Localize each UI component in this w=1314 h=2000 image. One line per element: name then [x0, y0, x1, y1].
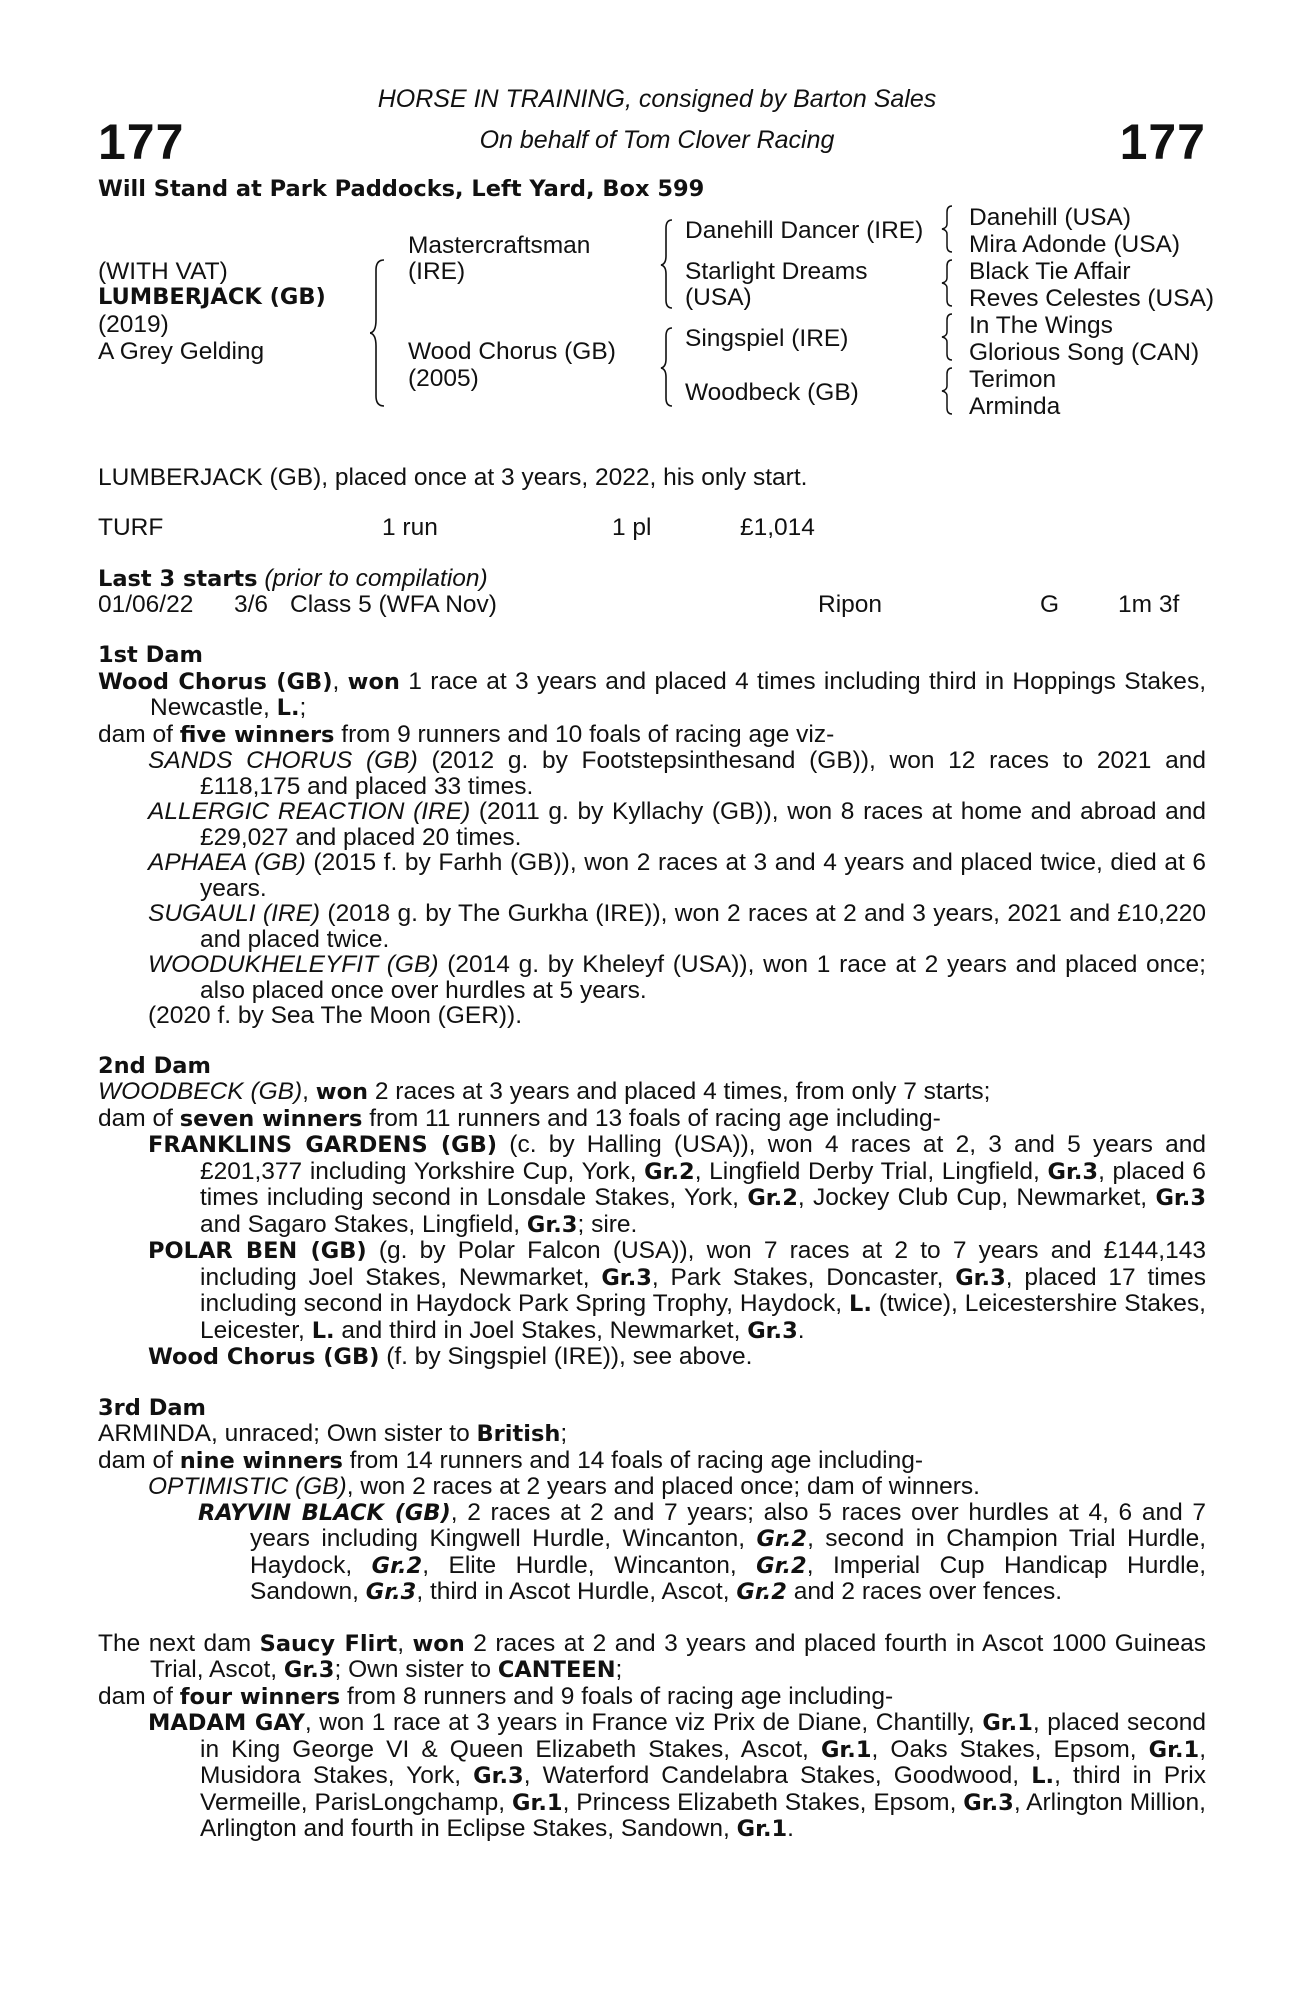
foaling-year: (2019) [98, 311, 169, 338]
narrative [98, 643, 1206, 1843]
start-position: 3/6 [234, 591, 269, 618]
produce-entry-polar: POLAR BEN (GB) (g. by Polar Falcon (USA)), won 7 races at 2 to 7 years and £144,143 including Joel Stakes, Newmarket, Gr.3, Park Stakes, Doncaster, Gr.3, placed 17 times including second in Haydock Park Spring Trophy, Haydock, L. (twice), Leicestershire Stakes, Leicester, L. and third in Joel Stakes, Newmarket, Gr.3. [148, 1237, 1207, 1344]
foal-entry: WOODUKHELEYFIT (GB) (2014 g. by Kheleyf (USA)), won 1 race at 2 years and placed once; also placed once over hurdles at 5 years. [148, 951, 1206, 1004]
dam-sire: Singspiel (IRE) [685, 325, 849, 352]
ped-sdd: Reves Celestes (USA) [969, 285, 1215, 312]
start-race: Class 5 (WFA Nov) [290, 591, 497, 618]
next-dam-produce-summary: dam of four winners from 8 runners and 9 foals of racing age including- [98, 1682, 894, 1710]
brace-g2 [940, 258, 956, 308]
last-starts-note: (prior to compilation) [264, 565, 488, 592]
ped-ddd: Arminda [969, 393, 1061, 420]
record-runs: 1 run [382, 514, 438, 541]
dam3-produce-summary: dam of nine winners from 14 runners and 14 foals of racing age including- [98, 1446, 924, 1474]
sire-brace [660, 218, 676, 310]
dam3-heading: 3rd Dam [98, 1394, 206, 1421]
last-starts-heading: Last 3 starts (prior to compilation) [98, 565, 488, 592]
lot-number-left: 177 [98, 114, 185, 170]
foal-entry: ALLERGIC REACTION (IRE) (2011 g. by Kyllachy (GB)), won 8 races at home and abroad and £29,027 and placed 20 times. [148, 798, 1206, 851]
race-summary: LUMBERJACK (GB), placed once at 3 years, 2022, his only start. [98, 464, 808, 491]
ped-sds: Black Tie Affair [969, 258, 1131, 285]
ped-dds: Terimon [969, 366, 1057, 393]
sire-name: Mastercraftsman [408, 232, 591, 259]
sire-dam: Starlight Dreams [685, 258, 868, 285]
record-earnings: £1,014 [740, 514, 815, 541]
dam2-record: WOODBECK (GB), won 2 races at 3 years and placed 4 times, from only 7 starts; [98, 1078, 991, 1105]
dam1-record: Wood Chorus (GB), won 1 race at 3 years and placed 4 times including third in Hoppings Stakes, Newcastle, L.; [98, 667, 1206, 721]
consignment-line: HORSE IN TRAINING, consigned by Barton Sales [377, 85, 937, 113]
horse-name: LUMBERJACK (GB) [98, 284, 326, 310]
foal-entry: APHAEA (GB) (2015 f. by Farhh (GB)), won 2 races at 3 and 4 years and placed twice, died at 6 years. [148, 849, 1206, 902]
ped-sss: Danehill (USA) [969, 204, 1132, 231]
foal-entry: SANDS CHORUS (GB) (2012 g. by Footstepsinthesand (GB)), won 12 races to 2021 and £118,175 and placed 33 times. [148, 747, 1206, 800]
produce-entry-rayvin: RAYVIN BLACK (GB), 2 races at 2 and 7 years; also 5 races over hurdles at 4, 6 and 7 years including Kingwell Hurdle, Wincanton, Gr.2, second in Champion Trial Hurdle, Haydock, Gr.2, Elite Hurdle, Wincanton, Gr.2, Imperial Cup Handicap Hurdle, Sandown, Gr.3, third in Ascot Hurdle, Ascot, Gr.2 and 2 races over fences. [198, 1498, 1206, 1605]
start-distance: 1m 3f [1118, 591, 1180, 618]
brace-g4 [940, 366, 956, 416]
dam1-heading: 1st Dam [98, 642, 203, 668]
next-dam-record: The next dam Saucy Flirt, won 2 races at 2 and 3 years and placed fourth in Ascot 1000 Guineas Trial, Ascot, Gr.3; Own sister to CANTEEN; [98, 1629, 1207, 1683]
dam-dam: Woodbeck (GB) [685, 379, 859, 406]
record-surface: TURF [98, 514, 164, 541]
main-brace [370, 258, 390, 408]
start-going: G [1040, 591, 1060, 618]
dam-brace [660, 326, 676, 408]
brace-g1 [940, 204, 956, 254]
start-course: Ripon [818, 591, 883, 618]
sire-sire: Danehill Dancer (IRE) [685, 217, 924, 244]
produce-entry-franklins: FRANKLINS GARDENS (GB) (c. by Halling (USA)), won 4 races at 2, 3 and 5 years and £201,377 including Yorkshire Cup, York, Gr.2, Lingfield Derby Trial, Lingfield, Gr.3, placed 6 times including second in Lonsdale Stakes, York, Gr.2, Jockey Club Cup, Newmarket, Gr.3 and Sagaro Stakes, Lingfield, Gr.3; sire. [148, 1131, 1207, 1238]
foal-entry: (2020 f. by Sea The Moon (GER)). [148, 1002, 523, 1029]
produce-entry-madam-gay: MADAM GAY, won 1 race at 3 years in France viz Prix de Diane, Chantilly, Gr.1, placed second in King George VI & Queen Elizabeth Stakes, Ascot, Gr.1, Oaks Stakes, Epsom, Gr.1, Musidora Stakes, York, Gr.3, Waterford Candelabra Stakes, Goodwood, L., third in Prix Vermeille, ParisLongchamp, Gr.1, Princess Elizabeth Stakes, Epsom, Gr.3, Arlington Million, Arlington and fourth in Eclipse Stakes, Sandown, Gr.1. [148, 1709, 1207, 1842]
vendor-line: On behalf of Tom Clover Racing [479, 126, 835, 154]
dam1-produce-summary: dam of five winners from 9 runners and 10 foals of racing age viz- [98, 720, 835, 748]
brace-g3 [940, 312, 956, 362]
dam2-produce-summary: dam of seven winners from 11 runners and 13 foals of racing age including- [98, 1104, 941, 1132]
record-placings: 1 pl [612, 514, 652, 541]
start-date: 01/06/22 [98, 591, 194, 618]
dam3-record: ARMINDA, unraced; Own sister to British; [98, 1420, 568, 1447]
stand-location: Will Stand at Park Paddocks, Left Yard, Box 599 [98, 176, 705, 202]
horse-description: A Grey Gelding [98, 338, 265, 365]
dam2-heading: 2nd Dam [98, 1052, 211, 1079]
produce-entry-wood: Wood Chorus (GB) (f. by Singspiel (IRE)), see above. [148, 1343, 753, 1370]
produce-entry-optimistic: OPTIMISTIC (GB), won 2 races at 2 years and placed once; dam of winners. [148, 1473, 980, 1500]
sire-country: (IRE) [408, 258, 466, 285]
foal-entry: SUGAULI (IRE) (2018 g. by The Gurkha (IRE)), won 2 races at 2 and 3 years, 2021 and £10,220 and placed twice. [148, 900, 1206, 953]
vat-note: (WITH VAT) [98, 258, 228, 285]
dam-year: (2005) [408, 365, 479, 392]
ped-dsd: Glorious Song (CAN) [969, 339, 1200, 366]
lot-number-right: 177 [1119, 114, 1206, 170]
dam-name: Wood Chorus (GB) [408, 338, 616, 365]
ped-ssd: Mira Adonde (USA) [969, 231, 1181, 258]
ped-dss: In The Wings [969, 312, 1113, 339]
sire-dam-country: (USA) [685, 284, 752, 311]
